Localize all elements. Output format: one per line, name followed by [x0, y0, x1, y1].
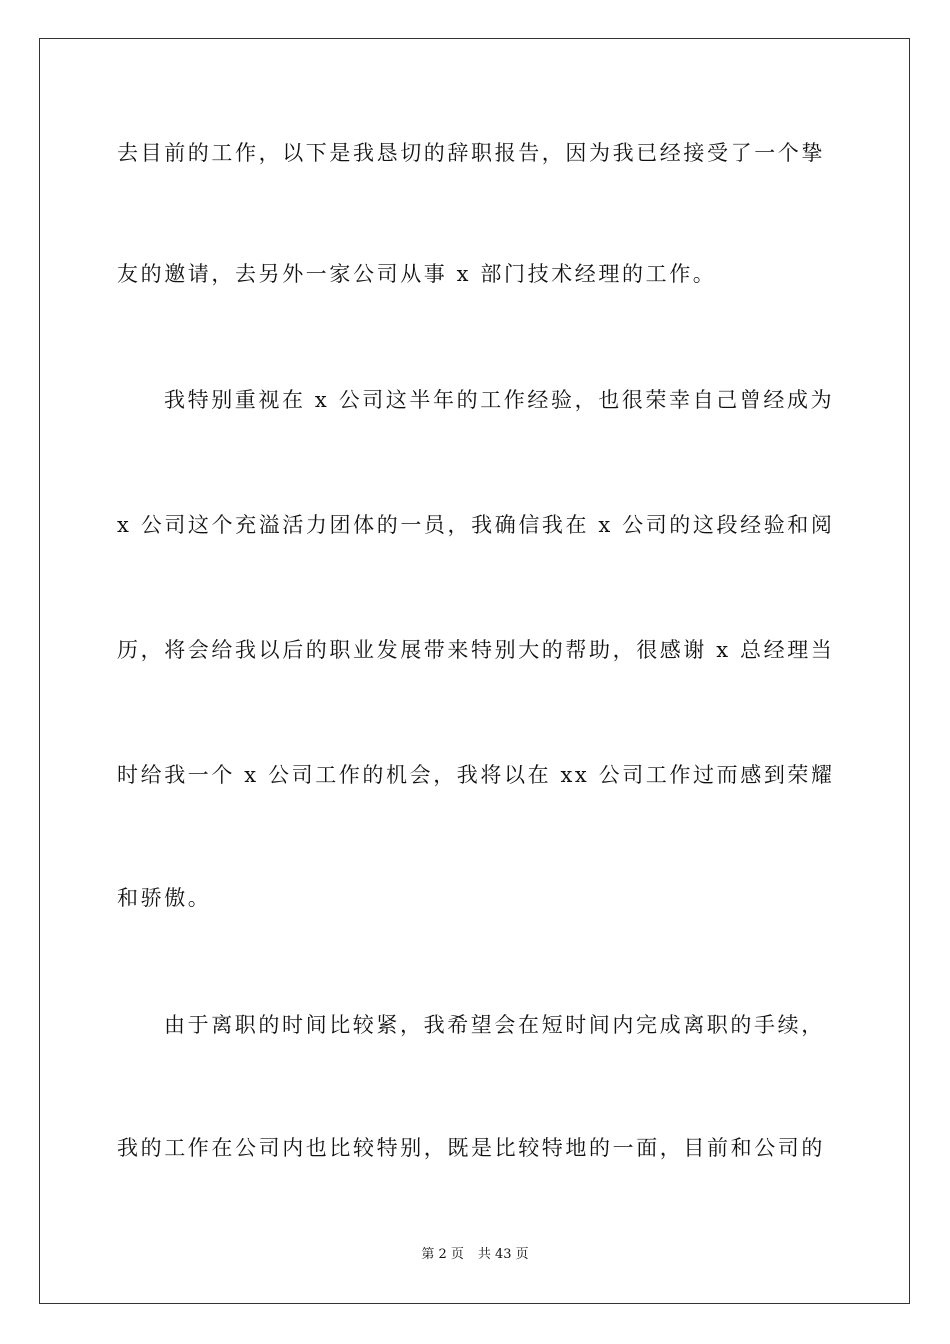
text-line: 我特别重视在 x 公司这半年的工作经验，也很荣幸自己曾经成为	[164, 388, 835, 412]
total-pages: 共 43 页	[477, 1247, 529, 1262]
text-line: x 公司这个充溢活力团体的一员，我确信我在 x 公司的这段经验和阅	[117, 513, 835, 537]
text-line: 去目前的工作，以下是我恳切的辞职报告，因为我已经接受了一个挚	[117, 141, 825, 165]
text-line: 友的邀请，去另外一家公司从事 x 部门技术经理的工作。	[117, 262, 717, 286]
page-footer	[0, 1246, 950, 1264]
text-line: 和骄傲。	[117, 886, 212, 910]
text-line: 由于离职的时间比较紧，我希望会在短时间内完成离职的手续，	[164, 1013, 825, 1037]
page-number: 第 2 页	[421, 1247, 464, 1262]
text-line: 我的工作在公司内也比较特别，既是比较特地的一面，目前和公司的	[117, 1136, 825, 1160]
text-line: 历，将会给我以后的职业发展带来特别大的帮助，很感谢 x 总经理当	[117, 638, 835, 662]
text-line: 时给我一个 x 公司工作的机会，我将以在 xx 公司工作过而感到荣耀	[117, 763, 835, 787]
page-frame	[39, 38, 910, 1304]
